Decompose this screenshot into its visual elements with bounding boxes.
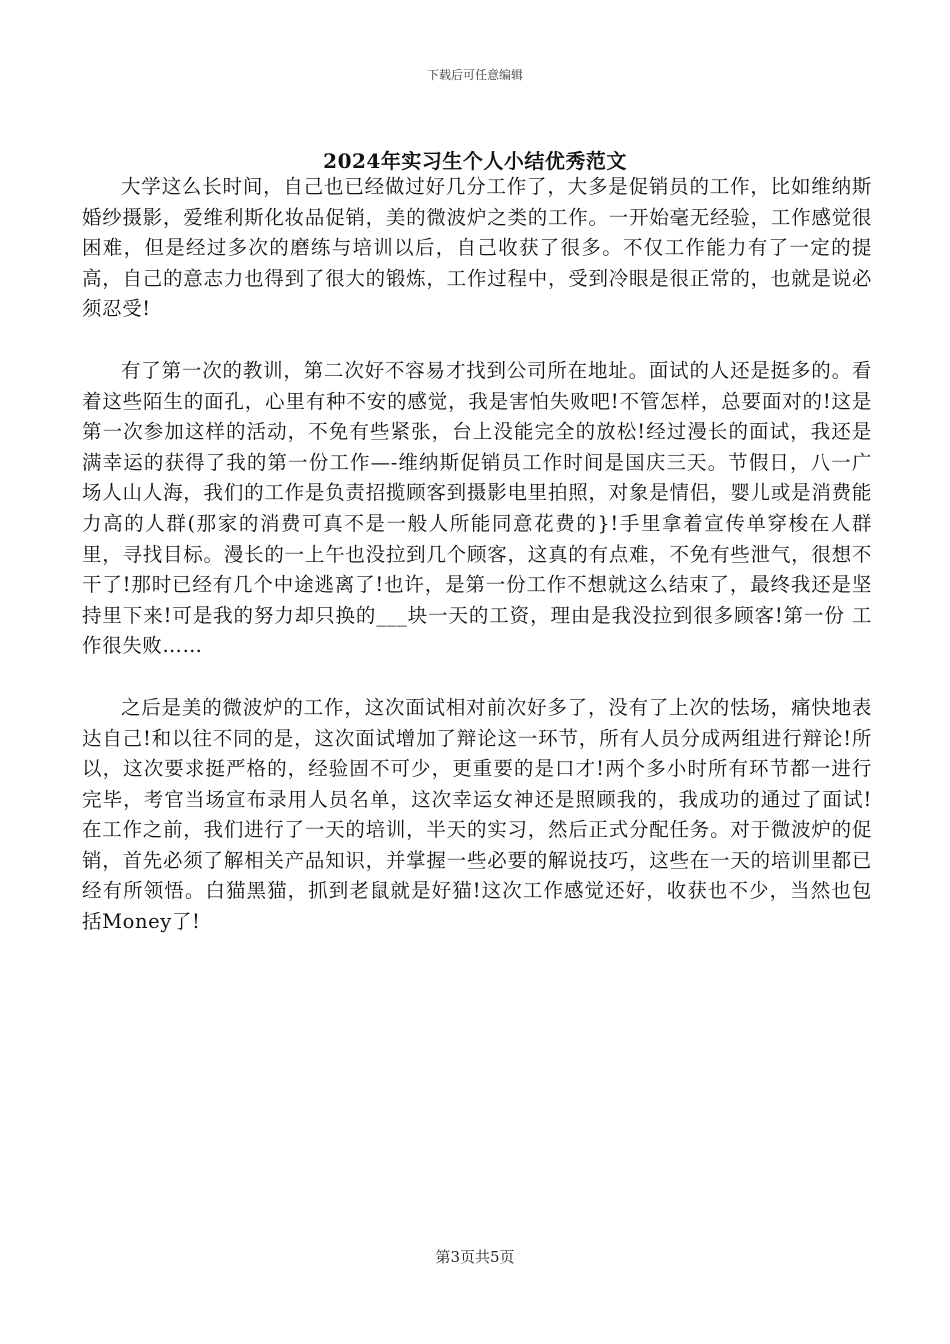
document-title: 2024年实习生个人小结优秀范文	[323, 149, 627, 173]
paragraph-3: 之后是美的微波炉的工作，这次面试相对前次好多了，没有了上次的怯场，痛快地表达自己!和以往不同的是，这次面试增加了辩论这一环节，所有人员分成两组进行辩论!所以，这次要求挺严格的，经验固不可少，更重要的是口才!两个多小时所有环节都一进行完毕，考官当场宣布录用人员名单，这次幸运女神还是照顾我的，我成功的通过了面试!在工作之前，我们进行了一天的培训，半天的实习，然后正式分配任务。对于微波炉的促销，首先必须了解相关产品知识，并掌握一些必要的解说技巧，这些在一天的培训里都已经有所领悟。白猫黑猫，抓到老鼠就是好猫!这次工作感觉还好，收获也不少，当然也包括Money了!	[82, 695, 872, 934]
paragraph-2: 有了第一次的教训，第二次好不容易才找到公司所在地址。面试的人还是挺多的。看着这些陌生的面孔，心里有种不安的感觉，我是害怕失败吧!不管怎样，总要面对的!这是第一次参加这样的活动，不免有些紧张，台上没能完全的放松!经过漫长的面试，我还是满幸运的获得了我的第一份工作—-维纳斯促销员工作时间是国庆三天。节假日，八一广场人山人海，我们的工作是负责招揽顾客到摄影电里拍照，对象是情侣，婴儿或是消费能力高的人群(那家的消费可真不是一般人所能同意花费的}!手里拿着宣传单穿梭在人群里，寻找目标。漫长的一上午也没拉到几个顾客，这真的有点难，不免有些泄气，很想不干了!那时已经有几个中途逃离了!也许，是第一份工作不想就这么结束了，最终我还是坚持里下来!可是我的努力却只换的___块一天的工资，理由是我没拉到很多顾客!第一份 工作很失败……	[82, 358, 872, 658]
paragraph-1: 大学这么长时间，自己也已经做过好几分工作了，大多是促销员的工作，比如维纳斯婚纱摄影，爱维利斯化妆品促销，美的微波炉之类的工作。一开始毫无经验，工作感觉很困难，但是经过多次的磨练与培训以后，自己收获了很多。不仅工作能力有了一定的提高，自己的意志力也得到了很大的锻炼，工作过程中，受到冷眼是很正常的，也就是说必须忍受!	[82, 175, 872, 321]
document-body	[82, 172, 872, 938]
page-number: 第3页共5页	[435, 1248, 515, 1266]
page-header-note: 下载后可任意编辑	[426, 68, 523, 82]
